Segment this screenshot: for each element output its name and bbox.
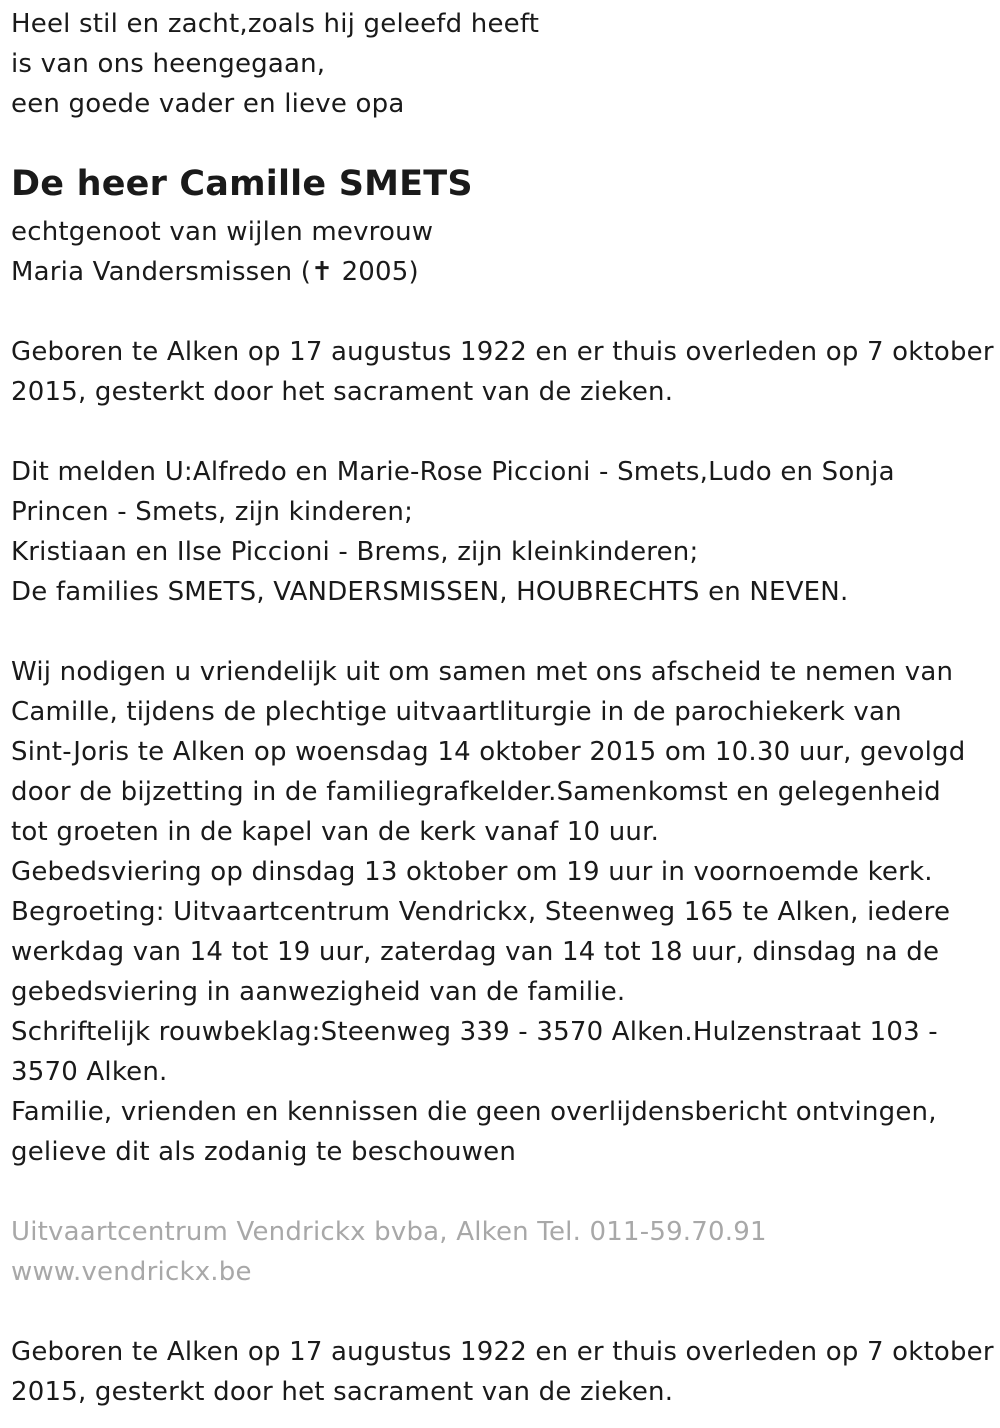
ceremony-line: Wij nodigen u vriendelijk uit om samen met ons afscheid te nemen van — [11, 657, 954, 687]
ceremony-line: Schriftelijk rouwbeklag:Steenweg 339 - 3570 Alken.Hulzenstraat 103 - — [11, 1017, 938, 1047]
family-line: Kristiaan en Ilse Piccioni - Brems, zijn kleinkinderen; — [11, 537, 699, 567]
ceremony-line: Camille, tijdens de plechtige uitvaartliturgie in de parochiekerk van — [11, 697, 902, 727]
family-line: Princen - Smets, zijn kinderen; — [11, 497, 414, 527]
deceased-name: De heer Camille SMETS — [11, 164, 473, 204]
ceremony-line: gebedsviering in aanwezigheid van de familie. — [11, 977, 626, 1007]
intro-line: een goede vader en lieve opa — [11, 89, 405, 119]
family-line: De families SMETS, VANDERSMISSEN, HOUBRECHTS en NEVEN. — [11, 577, 849, 607]
ceremony-line: tot groeten in de kapel van de kerk vanaf 10 uur. — [11, 817, 660, 847]
intro-line: Heel stil en zacht,zoals hij geleefd heeft — [11, 9, 540, 39]
ceremony-line: 3570 Alken. — [11, 1057, 168, 1087]
ceremony-line: gelieve dit als zodanig te beschouwen — [11, 1137, 517, 1167]
ceremony-line: Gebedsviering op dinsdag 13 oktober om 19 uur in voornoemde kerk. — [11, 857, 933, 887]
ceremony-line: werkdag van 14 tot 19 uur, zaterdag van 14 tot 18 uur, dinsdag na de — [11, 937, 940, 967]
ceremony-line: Sint-Joris te Alken op woensdag 14 oktober 2015 om 10.30 uur, gevolgd — [11, 737, 966, 767]
birth-line: 2015, gesterkt door het sacrament van de zieken. — [11, 377, 674, 407]
birth-line-repeat: Geboren te Alken op 17 augustus 1922 en er thuis overleden op 7 oktober — [11, 1337, 994, 1367]
funeral-home-website[interactable]: www.vendrickx.be — [11, 1257, 252, 1287]
birth-line-repeat: 2015, gesterkt door het sacrament van de zieken. — [11, 1377, 674, 1407]
ceremony-line: door de bijzetting in de familiegrafkelder.Samenkomst en gelegenheid — [11, 777, 941, 807]
funeral-home-contact: Uitvaartcentrum Vendrickx bvba, Alken Tel. 011-59.70.91 — [11, 1217, 767, 1247]
spouse-line: Maria Vandersmissen (✝ 2005) — [11, 257, 419, 287]
birth-line: Geboren te Alken op 17 augustus 1922 en er thuis overleden op 7 oktober — [11, 337, 994, 367]
family-line: Dit melden U:Alfredo en Marie-Rose Piccioni - Smets,Ludo en Sonja — [11, 457, 895, 487]
ceremony-line: Familie, vrienden en kennissen die geen overlijdensbericht ontvingen, — [11, 1097, 937, 1127]
intro-line: is van ons heengegaan, — [11, 49, 326, 79]
spouse-line: echtgenoot van wijlen mevrouw — [11, 217, 434, 247]
ceremony-line: Begroeting: Uitvaartcentrum Vendrickx, Steenweg 165 te Alken, iedere — [11, 897, 951, 927]
